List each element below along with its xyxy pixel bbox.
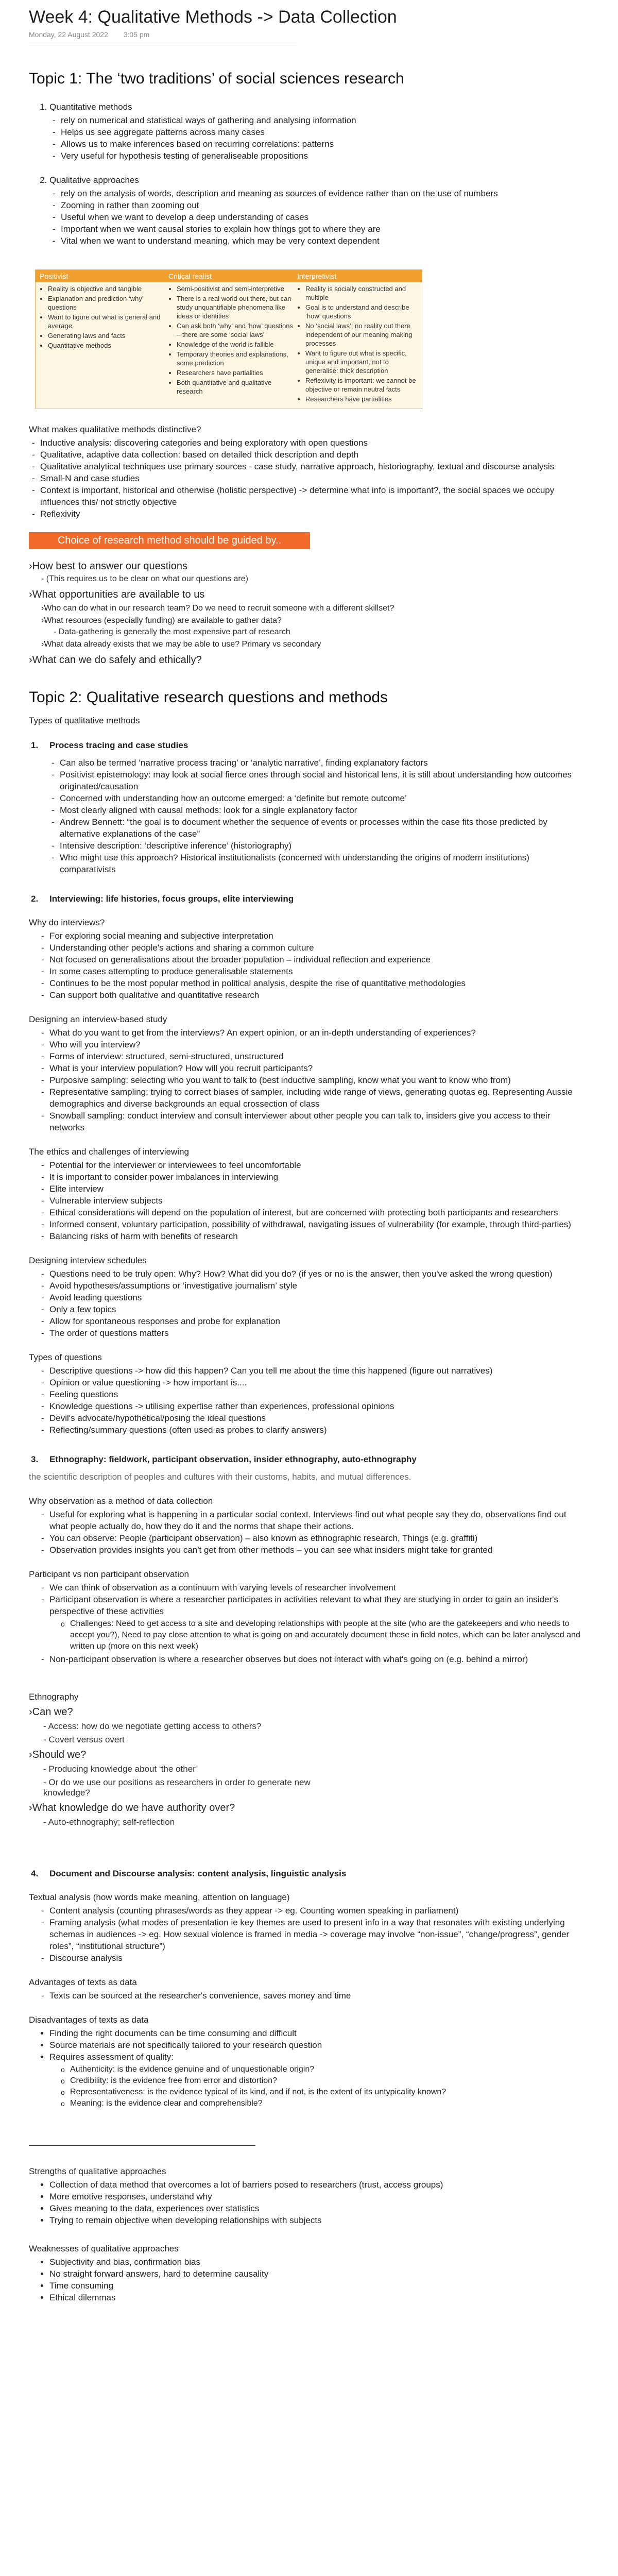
interpretivist-list [293, 284, 422, 404]
list-item: - Useful for exploring what is happening in a particular social context. Interviews find out what people say they do, observations find out what people actually do, how they do it and the norms that shape their actions. [49, 1509, 587, 1532]
list-item: - Forms of interview: structured, semi-structured, unstructured [49, 1050, 587, 1062]
list-item: • Gives meaning to the data, experiences over statistics [49, 2202, 587, 2214]
list-item: • Explanation and prediction ‘why’ questions [48, 294, 164, 312]
list-item: - Only a few topics [49, 1303, 587, 1315]
paradigm-table-header [36, 270, 422, 282]
list-item: - What do you want to get from the interviews? An expert opinion, or an in-depth understanding of experiences? [49, 1027, 587, 1039]
list-item: • Ethical dilemmas [49, 2292, 587, 2303]
list-item: • Subjectivity and bias, confirmation bias [49, 2256, 587, 2268]
qual-label: Qualitative approaches [49, 175, 139, 185]
quant-list [49, 114, 587, 162]
section-1-title: 1. Process tracing and case studies [31, 740, 188, 750]
list-item: - Positivist epistemology: may look at social fierce ones through social and historical lens, it is still about understanding how outcomes originated/causation [60, 769, 587, 792]
list-item: - Important when we want causal stories to explain how things got to where they are [61, 223, 587, 235]
question-types-label: Types of questions [29, 1352, 102, 1362]
list-item: - Devil's advocate/hypothetical/posing the ideal questions [49, 1412, 587, 1424]
list-item: - Potential for the interviewer or interviewees to feel uncomfortable [49, 1159, 587, 1171]
list-item: - Informed consent, voluntary participation, possibility of withdrawal, navigating issues of vulnerability (for example, through third-parties) [49, 1218, 587, 1230]
advantages-list [29, 1990, 587, 2002]
distinct-label: What makes qualitative methods distinctive? [29, 425, 201, 434]
list-item: • Temporary theories and explanations, some prediction [177, 350, 293, 367]
list-item: - Allows us to make inferences based on recurring correlations: patterns [61, 138, 587, 150]
col-positivist: Positivist [40, 272, 68, 280]
ethnography-definition: the scientific description of peoples and cultures with their customs, habits, and mutual differences. [29, 1472, 411, 1482]
participant-list [29, 1582, 587, 1665]
should-we-2: - Or do we use our positions as researchers in order to generate new knowledge? [43, 1777, 332, 1798]
can-we-1: - Access: how do we negotiate getting access to others? [43, 1721, 587, 1732]
positivist-list [36, 284, 164, 404]
list-item: • More emotive responses, understand why [49, 2191, 587, 2202]
list-item: - You can observe: People (participant observation) – also known as ethnographic research, Things (e.g. graffiti) [49, 1532, 587, 1544]
list-item: - Reflecting/summary questions (often used as probes to clarify answers) [49, 1424, 587, 1436]
page-date: Monday, 22 August 2022 [29, 30, 108, 39]
question-2b: › What resources (especially funding) are available to gather data? [41, 616, 587, 625]
list-item: - Observation provides insights you can't get from other methods – you can see what insiders might take for granted [49, 1544, 587, 1556]
list-item: - Small-N and case studies [40, 472, 587, 484]
participant-label: Participant vs non participant observation [29, 1569, 189, 1579]
section-2-title: 2. Interviewing: life histories, focus groups, elite interviewing [31, 894, 294, 904]
list-item: - Knowledge questions -> utilising expertise rather than experiences, professional opinions [49, 1400, 587, 1412]
question-types-list [29, 1365, 587, 1436]
list-item: - Questions need to be truly open: Why? How? What did you do? (if yes or no is the answer, then you've asked the wrong question) [49, 1268, 587, 1280]
list-item: - Inductive analysis: discovering categories and being exploratory with open questions [40, 437, 587, 449]
quant-item [49, 102, 587, 162]
list-item: - For exploring social meaning and subjective interpretation [49, 930, 587, 942]
list-item: • No ‘social laws’; no reality out there independent of our meaning making processes [305, 321, 422, 348]
disadvantages-list [29, 2027, 587, 2063]
list-item: o Authenticity: is the evidence genuine and of unquestionable origin? [70, 2064, 587, 2075]
list-item: - Texts can be sourced at the researcher's convenience, saves money and time [49, 1990, 587, 2002]
qual-item [49, 175, 587, 247]
list-item: - rely on the analysis of words, description and meaning as sources of evidence rather than on the use of numbers [61, 188, 587, 199]
types-label: Types of qualitative methods [29, 716, 140, 725]
authority: › What knowledge do we have authority over? [29, 1802, 587, 1814]
list-item: • Finding the right documents can be time consuming and difficult [49, 2027, 587, 2039]
can-we-2: - Covert versus overt [43, 1735, 587, 1745]
qual-list [49, 188, 587, 247]
list-item: - Vital when we want to understand meaning, which may be very context dependent [61, 235, 587, 247]
schedule-list [29, 1268, 587, 1339]
list-item: - Concerned with understanding how an outcome emerged: a ‘definite but remote outcome’ [60, 792, 587, 804]
method-choice-banner: Choice of research method should be guided by.. [29, 532, 310, 549]
list-item: o Challenges: Need to get access to a site and developing relationships with people at the site (who are the gatekeepers and who needs to accept you?), Need to pay close attention to what is going on and accurately document these in field notes, which can be later analysed and written up (more on this next week) [70, 1618, 587, 1652]
list-item: • Want to figure out what is general and average [48, 313, 164, 330]
list-item: - We can think of observation as a continuum with varying levels of researcher involvement [49, 1582, 587, 1594]
section-4-title: 4. Document and Discourse analysis: content analysis, linguistic analysis [31, 1869, 347, 1878]
list-item: o Representativeness: is the evidence typical of its kind, and if not, is the extent of its untypicality known? [70, 2087, 587, 2098]
page-title: Week 4: Qualitative Methods -> Data Collection [29, 7, 397, 27]
critical-realist-list [164, 284, 293, 404]
observation-why-label: Why observation as a method of data collection [29, 1496, 213, 1506]
list-item: • Researchers have partialities [305, 395, 422, 403]
list-item: • Source materials are not specifically tailored to your research question [49, 2039, 587, 2051]
col-critical-realist: Critical realist [168, 272, 212, 280]
textual-list [29, 1905, 587, 1964]
list-item: - Zooming in rather than zooming out [61, 199, 587, 211]
section-3-title: 3. Ethnography: fieldwork, participant observation, insider ethnography, auto-ethnography [31, 1454, 417, 1464]
list-item: - Qualitative, adaptive data collection: based on detailed thick description and depth [40, 449, 587, 461]
list-item: - Framing analysis (what modes of presentation ie key themes are used to present info in a way that resonates with existing underlying schemas in audiences -> eg. How sexual violence is framed in media -> coverage may involve “non-issue”, “change/progress”, gender roles”, “institutional structure”) [49, 1917, 587, 1952]
paradigm-table-body [36, 282, 422, 409]
process-tracing-list [29, 757, 587, 875]
list-item: - What is your interview population? How will you recruit participants? [49, 1062, 587, 1074]
list-item: • Knowledge of the world is fallible [177, 340, 293, 349]
list-item: • Quantitative methods [48, 341, 164, 350]
textual-label: Textual analysis (how words make meaning, attention on language) [29, 1892, 290, 1902]
list-item: - Can support both qualitative and quantitative research [49, 989, 587, 1001]
list-item: - Purposive sampling: selecting who you want to talk to (best inductive sampling, know what you want to know who from) [49, 1074, 587, 1086]
list-item: - rely on numerical and statistical ways of gathering and analysing information [61, 114, 587, 126]
schedule-label: Designing interview schedules [29, 1256, 147, 1265]
list-item: - Andrew Bennett: “the goal is to document whether the sequence of events or processes within the case fits those predicted by alternative explanations of the case” [60, 816, 587, 840]
question-2b-note: - Data-gathering is generally the most expensive part of research [54, 628, 587, 637]
list-item: • Both quantitative and qualitative research [177, 378, 293, 396]
page-meta [29, 30, 297, 45]
list-item: - Allow for spontaneous responses and probe for explanation [49, 1315, 587, 1327]
why-interviews-list [29, 930, 587, 1001]
design-list [29, 1027, 587, 1133]
paradigm-table [35, 269, 422, 409]
list-item: - Participant observation is where a researcher participates in activities relevant to what they are studying in order to gain an insider's perspective of these activities o Challenges: Need to get access to a site and developing relationships with people at the site (who are the gatekeepers and who needs to accept you?), Need to pay close attention to what is going on and accurately document these in field notes, which can be later analysed and written up (more on this next week) [49, 1594, 587, 1652]
col-interpretivist: Interpretivist [297, 272, 337, 280]
distinct-list [29, 437, 587, 520]
list-item: • Want to figure out what is specific, unique and important, not to generalise: thick description [305, 349, 422, 375]
divider [29, 2145, 255, 2146]
list-item: - Not focused on generalisations about the broader population – individual reflection and experience [49, 954, 587, 965]
list-item: - Content analysis (counting phrases/words as they appear -> eg. Counting women speaking in parliament) [49, 1905, 587, 1917]
should-we: › Should we? [29, 1749, 587, 1761]
question-2: › What opportunities are available to us [29, 589, 587, 601]
strengths-list [29, 2179, 587, 2226]
list-item: - Qualitative analytical techniques use primary sources - case study, narrative approach, historiography, textual and discourse analysis [40, 461, 587, 472]
traditions-list [29, 102, 587, 247]
weaknesses-list [29, 2256, 587, 2303]
why-interviews-label: Why do interviews? [29, 918, 105, 927]
list-item: • Generating laws and facts [48, 331, 164, 340]
list-item: • Requires assessment of quality: [49, 2051, 587, 2063]
list-item: - Who will you interview? [49, 1039, 587, 1050]
list-item: - Avoid leading questions [49, 1292, 587, 1303]
list-item: • No straight forward answers, hard to determine causality [49, 2268, 587, 2280]
question-2a: › Who can do what in our research team? Do we need to recruit someone with a different skillset? [41, 604, 587, 613]
list-item: o Meaning: is the evidence clear and comprehensible? [70, 2098, 587, 2109]
question-1: › How best to answer our questions [29, 561, 587, 572]
list-item: • Time consuming [49, 2280, 587, 2292]
list-item: - Continues to be the most popular method in political analysis, despite the rise of quantitative methodologies [49, 977, 587, 989]
page-time: 3:05 pm [123, 30, 150, 39]
list-item: - Intensive description: ‘descriptive inference’ (historiography) [60, 840, 587, 852]
list-item: • Goal is to understand and describe ‘how’ questions [305, 303, 422, 320]
list-item: - Discourse analysis [49, 1952, 587, 1964]
list-item: - Opinion or value questioning -> how important is.... [49, 1377, 587, 1388]
list-item: - Balancing risks of harm with benefits of research [49, 1230, 587, 1242]
list-item: - Can also be termed ‘narrative process tracing’ or ‘analytic narrative’, finding explanatory factors [60, 757, 587, 769]
list-item: - Vulnerable interview subjects [49, 1195, 587, 1207]
list-item: - In some cases attempting to produce generalisable statements [49, 965, 587, 977]
design-label: Designing an interview-based study [29, 1014, 167, 1024]
list-item: - Avoid hypotheses/assumptions or ‘investigative journalism’ style [49, 1280, 587, 1292]
list-item: - Ethical considerations will depend on the population of interest, but are concerned with protecting both participants and researchers [49, 1207, 587, 1218]
list-item: • Semi-positivist and semi-interpretive [177, 284, 293, 293]
list-item: • Trying to remain objective when developing relationships with subjects [49, 2214, 587, 2226]
list-item: - Elite interview [49, 1183, 587, 1195]
list-item: - Non-participant observation is where a researcher observes but does not interact with what's going on (e.g. behind a mirror) [49, 1653, 587, 1665]
ethics-label: The ethics and challenges of interviewing [29, 1147, 189, 1157]
topic2-title: Topic 2: Qualitative research questions and methods [29, 689, 388, 706]
list-item: - Very useful for hypothesis testing of generaliseable propositions [61, 150, 587, 162]
strengths-label: Strengths of qualitative approaches [29, 2166, 166, 2176]
list-item: - Understanding other people's actions and sharing a common culture [49, 942, 587, 954]
list-item: - Who might use this approach? Historical institutionalists (concerned with understanding the origins of modern institutions) comparativists [60, 852, 587, 875]
list-item: - Reflexivity [40, 508, 587, 520]
list-item: - Useful when we want to develop a deep understanding of cases [61, 211, 587, 223]
list-item: - Helps us see aggregate patterns across many cases [61, 126, 587, 138]
list-item: - The order of questions matters [49, 1327, 587, 1339]
question-2c: › What data already exists that we may be able to use? Primary vs secondary [41, 640, 587, 649]
ethnography-label: Ethnography [29, 1692, 79, 1702]
list-item: - Representative sampling: trying to correct biases of sampler, including wide range of views, generating quotas eg. Representing Aussie demographics and diverse backgrounds an equal crossection of class [49, 1086, 587, 1110]
ethics-list [29, 1159, 587, 1242]
list-item: • Reality is objective and tangible [48, 284, 164, 293]
list-item: • Collection of data method that overcomes a lot of barriers posed to researchers (trust, access groups) [49, 2179, 587, 2191]
list-item: • There is a real world out there, but can study unquantifiable phenomena like ideas or identities [177, 294, 293, 320]
quant-label: Quantitative methods [49, 102, 132, 112]
disadvantages-label: Disadvantages of texts as data [29, 2015, 149, 2025]
question-1-note: - (This requires us to be clear on what our questions are) [41, 574, 587, 584]
list-item: • Reflexivity is important: we cannot be objective or remain neutral facts [305, 376, 422, 394]
question-3: › What can we do safely and ethically? [29, 654, 587, 666]
quality-sublist [29, 2064, 587, 2109]
can-we: › Can we? [29, 1706, 587, 1718]
list-item: • Can ask both ‘why’ and ‘how’ questions – there are some ‘social laws’ [177, 321, 293, 339]
list-item: - Most clearly aligned with causal methods: look for a single explanatory factor [60, 804, 587, 816]
list-item: - Feeling questions [49, 1388, 587, 1400]
list-item: • Reality is socially constructed and multiple [305, 284, 422, 302]
list-item: o Credibility: is the evidence free from error and distortion? [70, 2075, 587, 2087]
list-item: - Context is important, historical and otherwise (holistic perspective) -> determine what info is important?, the social spaces we occupy influences this/ not strictly objective [40, 484, 587, 508]
participant-sublist [49, 1618, 587, 1652]
weaknesses-label: Weaknesses of qualitative approaches [29, 2244, 179, 2253]
should-we-1: - Producing knowledge about ‘the other’ [43, 1764, 587, 1774]
observation-why-list [29, 1509, 587, 1556]
list-item: • Researchers have partialities [177, 368, 293, 377]
topic1-title: Topic 1: The ‘two traditions’ of social sciences research [29, 70, 404, 87]
list-item: - Descriptive questions -> how did this happen? Can you tell me about the time this happened (figure out narratives) [49, 1365, 587, 1377]
advantages-label: Advantages of texts as data [29, 1977, 137, 1987]
list-item: - Snowball sampling: conduct interview and consult interviewer about other people you can talk to, insiders give you access to their networks [49, 1110, 587, 1133]
list-item: - It is important to consider power imbalances in interviewing [49, 1171, 587, 1183]
authority-1: - Auto-ethnography; self-reflection [43, 1817, 587, 1827]
